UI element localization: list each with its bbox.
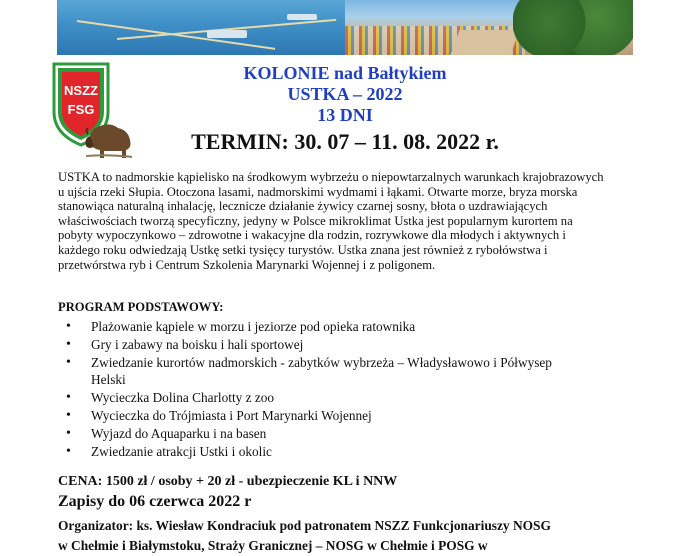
program-list [58, 318, 648, 460]
title-line-3: 13 DNI [317, 105, 373, 125]
description-line: USTKA to nadmorskie kąpielisko na środkowym wybrzeżu o niepowtarzalnych warunkach krajobrazowych [58, 170, 604, 184]
program-item: • Plażowanie kąpiele w morzu i jeziorze pod opieka ratownika [58, 318, 648, 336]
description-line: stanowiąca naturalną inhalację, lecznicze działanie żywicy czarnej sosny, błota o uzdrawiających [58, 199, 548, 214]
description-paragraph [58, 170, 648, 272]
organizer-info [58, 516, 678, 556]
program-item: • Wycieczka do Trójmiasta i Port Marynarki Wojennej [58, 407, 648, 425]
beach-promenade-photo [345, 0, 633, 55]
program-title: PROGRAM PODSTAWOWY: [58, 300, 224, 314]
price-text: CENA: 1500 zł / osoby + 20 zł - ubezpieczenie KL i NNW [58, 474, 398, 489]
logo-text-nszz: NSZZ [64, 83, 98, 98]
program-item: • Zwiedzanie atrakcji Ustki i okolic [58, 443, 648, 461]
program-item: • Zwiedzanie kurortów nadmorskich - zabytków wybrzeża – Władysławowo i Półwysep [58, 354, 648, 372]
header-photo-banner [57, 0, 633, 55]
program-item: • Wycieczka Dolina Charlotty z zoo [58, 389, 648, 407]
termin-date: TERMIN: 30. 07 – 11. 08. 2022 r. [191, 129, 499, 154]
program-item: • Wyjazd do Aquaparku i na basen [58, 425, 648, 443]
program-item: • Gry i zabawy na boisku i hali sportowej [58, 336, 648, 354]
description-line: u ujścia rzeki Słupia. Otoczona lasami, nadmorskimi wydmami i łąkami. Otwarte morze, bryza morska [58, 184, 578, 199]
signup-deadline: Zapisy do 06 czerwca 2022 r [58, 493, 252, 510]
description-line: każdego roku odwiedzają Ustkę setki tysięcy turystów. Ustka znana jest również z rybołówstwa i [58, 242, 548, 257]
organizer-line: Organizator: ks. Wiesław Kondraciuk pod patronatem NSZZ Funkcjonariuszy NOSG [58, 518, 551, 533]
harbor-photo [57, 0, 345, 55]
logo-text-fsg: FSG [67, 102, 95, 117]
description-line: pobyty wypoczynkowo – zdrowotne i wakacyjne dla rodzin, rozrywkowe dla młodych i aktywnych i [58, 228, 566, 243]
description-line: przetwórstwa ryb i Centrum Szkolenia Marynarki Wojennej i z poligonem. [58, 257, 436, 272]
description-line: właściwościach tworzą specyficzny, jedyny w Polsce mikroklimat Ustka jest popularnym kurortem na [58, 213, 573, 228]
program-item-continuation: Helski [91, 372, 126, 388]
organizer-line: w Chełmie i Białymstoku, Straży Granicznej – NOSG w Chełmie i POSG w [58, 538, 488, 553]
title-line-1: KOLONIE nad Bałtykiem [243, 63, 447, 83]
title-line-2: USTKA – 2022 [287, 84, 403, 104]
